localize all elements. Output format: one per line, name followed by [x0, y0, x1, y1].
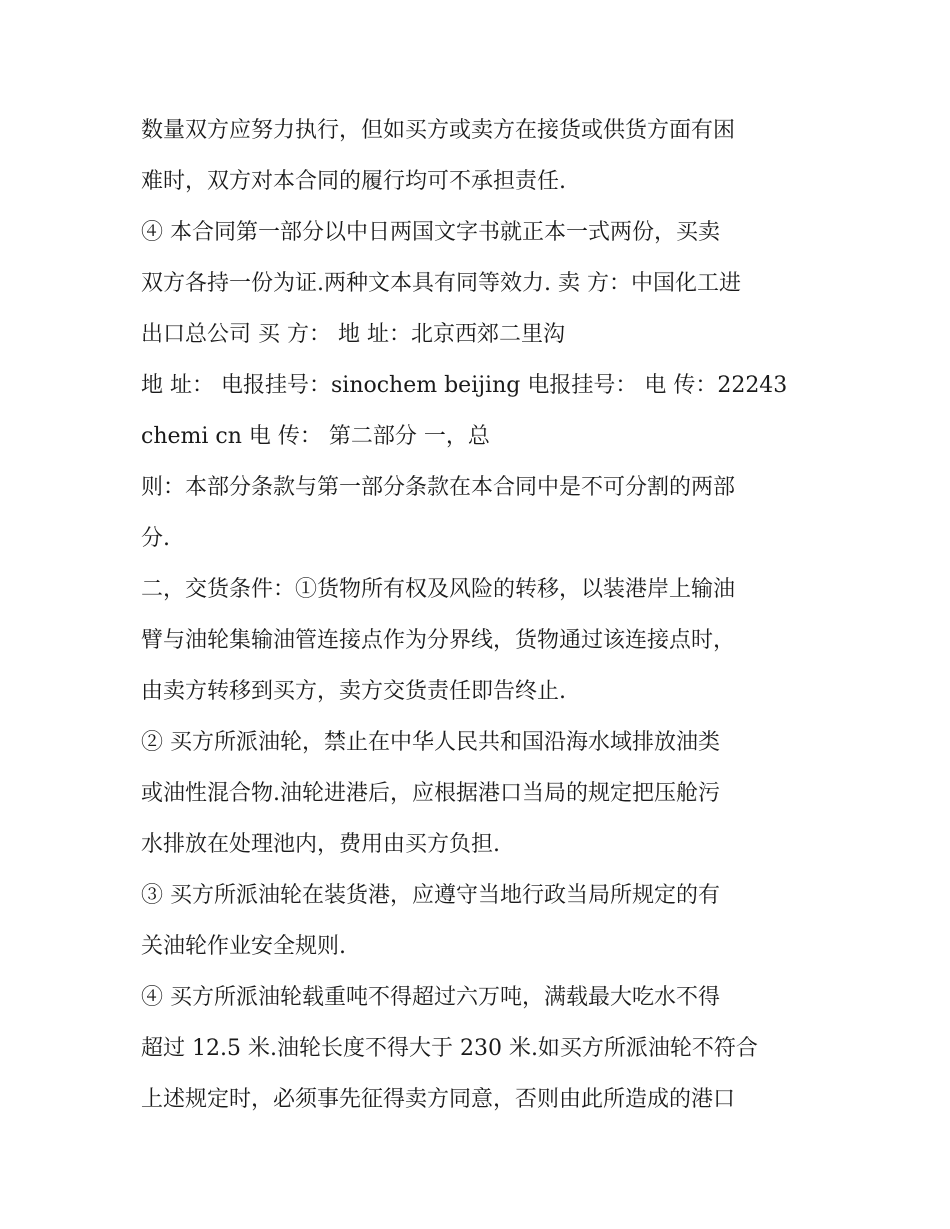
text-line: 上述规定时，必须事先征得卖方同意，否则由此所造成的港口 — [141, 1087, 736, 1112]
text-line: ④ 买方所派油轮载重吨不得超过六万吨，满载最大吃水不得 — [141, 985, 720, 1010]
text-line: ② 买方所派油轮，禁止在中华人民共和国沿海水域排放油类 — [141, 730, 720, 755]
text-line: 二，交货条件：①货物所有权及风险的转移，以装港岸上输油 — [141, 577, 736, 602]
text-line: 则：本部分条款与第一部分条款在本合同中是不可分割的两部 — [141, 475, 736, 500]
text-line: 水排放在处理池内，费用由买方负担. — [141, 832, 500, 857]
text-line: 地 址： 电报挂号：sinochem beijing 电报挂号： 电 传：22243 — [141, 373, 788, 398]
text-line: 双方各持一份为证.两种文本具有同等效力. 卖 方：中国化工进 — [141, 271, 741, 296]
text-line: 由卖方转移到买方，卖方交货责任即告终止. — [141, 679, 566, 704]
text-line: ③ 买方所派油轮在装货港，应遵守当地行政当局所规定的有 — [141, 883, 720, 908]
text-line: 或油性混合物.油轮进港后，应根据港口当局的规定把压舱污 — [141, 781, 720, 806]
text-line: 数量双方应努力执行，但如买方或卖方在接货或供货方面有困 — [141, 118, 736, 143]
text-line: 出口总公司 买 方： 地 址：北京西郊二里沟 — [141, 322, 565, 347]
text-line: 超过 12.5 米.油轮长度不得大于 230 米.如买方所派油轮不符合 — [141, 1036, 758, 1061]
text-line: 臂与油轮集输油管连接点作为分界线，货物通过该连接点时， — [141, 628, 736, 653]
text-line: 分. — [141, 526, 170, 551]
document-body — [141, 105, 821, 1125]
text-line: 难时，双方对本合同的履行均可不承担责任. — [141, 169, 566, 194]
text-line: 关油轮作业安全规则. — [141, 934, 346, 959]
text-line: ④ 本合同第一部分以中日两国文字书就正本一式两份，买卖 — [141, 220, 720, 245]
text-line: chemi cn 电 传： 第二部分 一，总 — [141, 424, 490, 449]
